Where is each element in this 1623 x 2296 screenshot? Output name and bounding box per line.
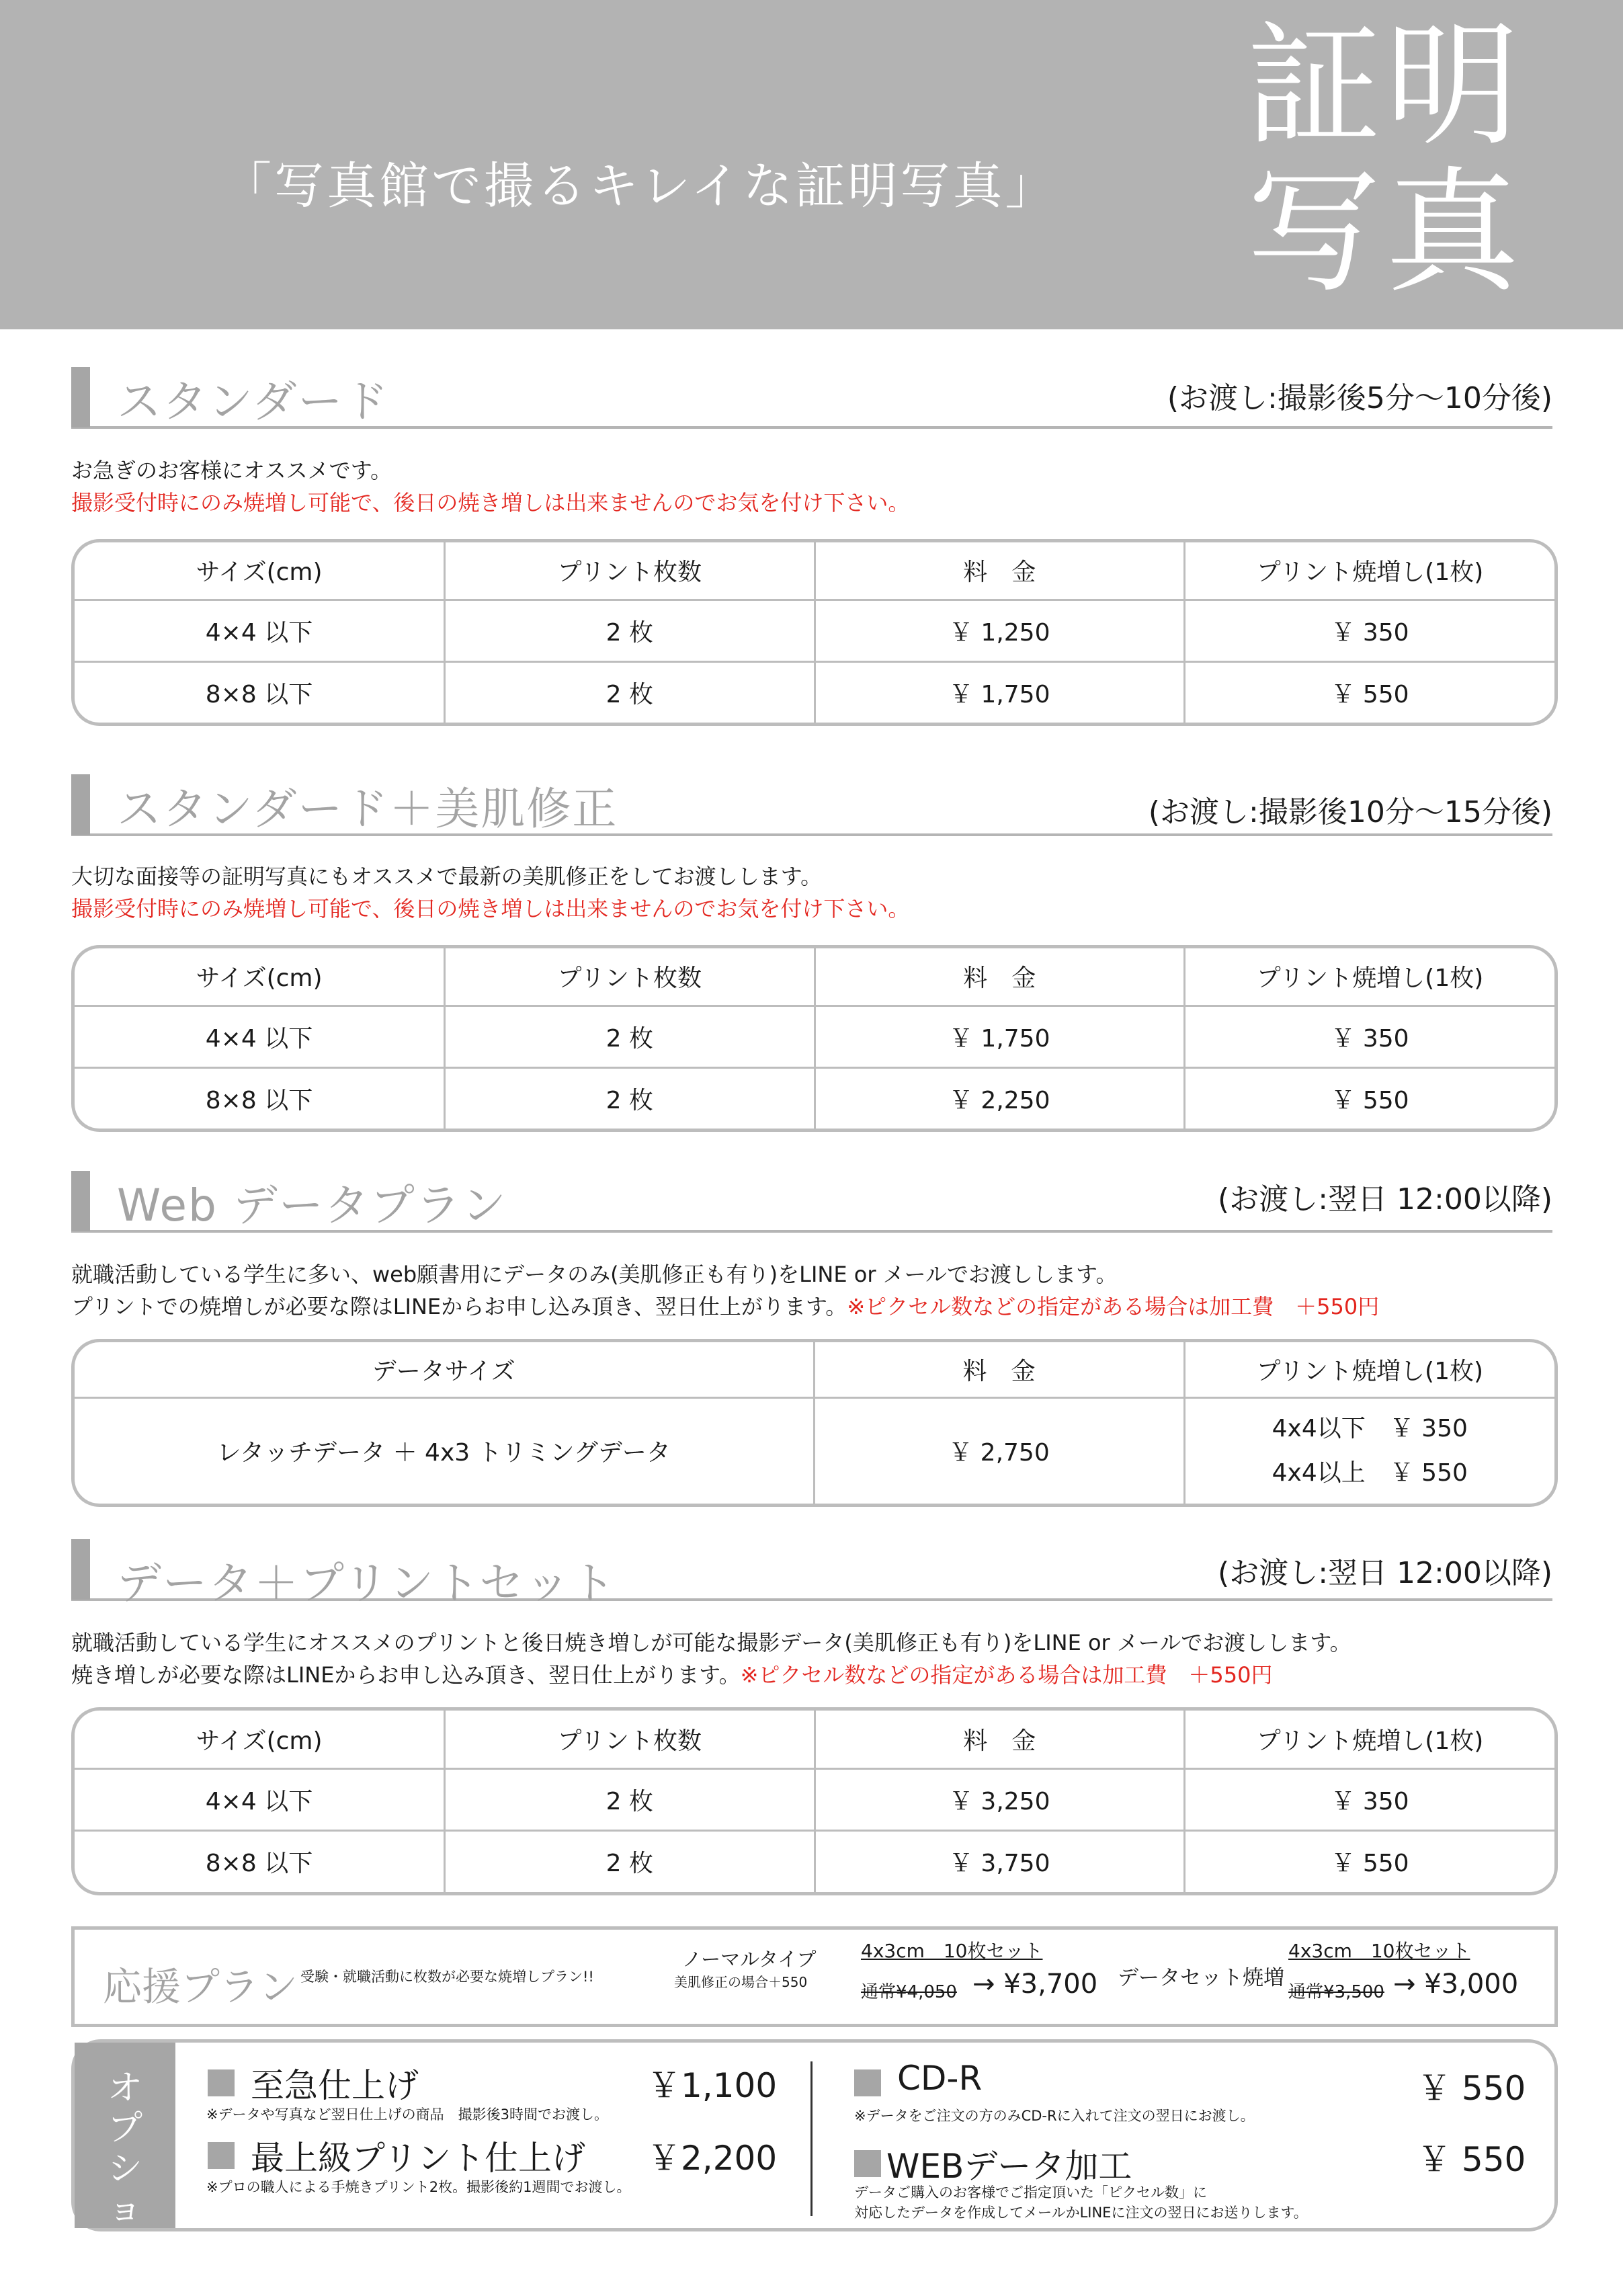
description-text: プリントでの焼増しが必要な際はLINEからお申し込み頂き、翌日仕上がります。 xyxy=(71,1294,847,1319)
set2-regular-price: 通常¥3,500 xyxy=(1288,1982,1384,2002)
header-tagline: 「写真館で撮るキレイな証明写真」 xyxy=(222,157,1058,215)
delivery-time: (お渡し:翌日 12:00以降) xyxy=(1218,1182,1552,1217)
description-line: 就職活動している学生に多い、web願書用にデータのみ(美肌修正も有り)をLINE or メールでお渡しします。 xyxy=(71,1262,1118,1287)
options-label-char: ョ xyxy=(107,2189,142,2229)
column-header: プリント焼増し(1枚) xyxy=(1185,542,1555,600)
table-row xyxy=(75,600,1554,661)
table-cell-extra: ￥ 550 xyxy=(1331,680,1409,708)
delivery-time: (お渡し:撮影後5分〜10分後) xyxy=(1167,381,1552,415)
set1-label: 4x3cm 10枚セット xyxy=(861,1940,1043,1962)
section-description xyxy=(71,454,909,519)
warning-text: ※ピクセル数などの指定がある場合は加工費 ＋550円 xyxy=(847,1294,1380,1319)
section-description xyxy=(71,1627,1351,1691)
table-cell-extra: ￥ 550 xyxy=(1331,1850,1409,1878)
table-cell-price: ￥ 3,750 xyxy=(815,1830,1185,1892)
option-name: CD-R xyxy=(897,2059,983,2098)
options-box xyxy=(71,2039,1558,2270)
option-note: ※データをご注文の方のみCD-Rに入れて注文の翌日にお渡し。 xyxy=(854,2108,1255,2124)
section-title: Web データプラン xyxy=(117,1180,507,1231)
column-header: 料 金 xyxy=(815,948,1185,1006)
table-cell-price: ￥ 1,250 xyxy=(815,600,1185,661)
table-row xyxy=(75,1006,1554,1067)
table-row xyxy=(75,1768,1554,1830)
column-header: プリント焼増し(1枚) xyxy=(1184,1342,1554,1397)
option-note: データご購入のお客様でご指定頂いた「ピクセル数」に xyxy=(854,2184,1207,2201)
option-name: 至急仕上げ xyxy=(251,2066,419,2105)
price-table-standard-beauty xyxy=(71,945,1558,1132)
set1-price: → ¥3,700 xyxy=(972,1969,1098,2000)
support-plan-title: 応援プラン xyxy=(103,1964,298,2010)
section-title: スタンダード xyxy=(117,376,390,427)
option-square-icon xyxy=(854,2150,881,2177)
column-header: プリント枚数 xyxy=(445,542,815,600)
description-line: お急ぎのお客様にオススメです。 xyxy=(71,458,392,483)
option-price: ￥ 550 xyxy=(1417,2140,1526,2179)
table-cell-extra xyxy=(1184,1397,1554,1504)
option-price: ￥2,200 xyxy=(647,2139,778,2178)
page-title-line1: 証明 xyxy=(1247,8,1524,165)
section-title: データ＋プリントセット xyxy=(117,1557,617,1609)
table-cell-count: 2 枚 xyxy=(445,1830,815,1892)
table-cell-count: 2 枚 xyxy=(445,1067,815,1129)
delivery-time: (お渡し:撮影後10分〜15分後) xyxy=(1148,795,1552,829)
section-marker xyxy=(71,367,90,427)
section-marker xyxy=(71,1539,90,1600)
warning-line: 撮影受付時にのみ焼増し可能で、後日の焼き増しは出来ませんのでお気を付け下さい。 xyxy=(71,490,910,516)
option-note: 対応したデータを作成してメールかLINEに注文の翌日にお送りします。 xyxy=(854,2205,1308,2221)
support-plan-subtitle: 受験・就職活動に枚数が必要な焼増しプラン!! xyxy=(300,1969,594,1985)
options-label-char: プ xyxy=(107,2108,142,2149)
option-name: WEBデータ加工 xyxy=(886,2147,1132,2186)
column-header: サイズ(cm) xyxy=(75,948,445,1006)
option-note: ※プロの職人による手焼きプリント2枚。撮影後約1週間でお渡し。 xyxy=(206,2179,631,2195)
table-cell-extra: ￥ 350 xyxy=(1185,1006,1555,1067)
section-marker xyxy=(71,774,90,835)
table-cell-size: 4×4 以下 xyxy=(75,1006,445,1067)
options-label-char: オ xyxy=(107,2068,142,2108)
option-square-icon xyxy=(208,2142,235,2169)
table-cell-size: 8×8 以下 xyxy=(75,1067,445,1129)
extra-price-large: 4x4以上 ￥ 550 xyxy=(1272,1459,1468,1487)
table-cell-price: ￥ 2,250 xyxy=(815,1067,1185,1129)
table-cell-size: 4×4 以下 xyxy=(75,1768,445,1830)
column-header: サイズ(cm) xyxy=(75,542,445,600)
section-heading-web-plan xyxy=(71,1165,1552,1233)
option-name: 最上級プリント仕上げ xyxy=(251,2139,585,2178)
price-table-web-plan xyxy=(71,1339,1558,1507)
data-set-label: データセット焼増 xyxy=(1118,1966,1284,1990)
column-header: 料 金 xyxy=(814,1342,1184,1397)
options-label-char: シ xyxy=(107,2149,142,2189)
page-title xyxy=(1247,8,1569,311)
support-plan-box xyxy=(71,1926,1558,2027)
table-row xyxy=(75,1830,1554,1892)
description-text: 焼き増しが必要な際はLINEからお申し込み頂き、翌日仕上がります。 xyxy=(71,1662,741,1688)
delivery-time: (お渡し:翌日 12:00以降) xyxy=(1218,1556,1552,1590)
set2-price: → ¥3,000 xyxy=(1393,1969,1519,2000)
table-cell-size: 8×8 以下 xyxy=(75,661,445,723)
option-square-icon xyxy=(854,2069,881,2096)
table-cell-extra: ￥ 550 xyxy=(1331,1086,1409,1114)
table-header-row xyxy=(75,1711,1554,1768)
table-cell-count: 2 枚 xyxy=(445,1006,815,1067)
section-heading-standard xyxy=(71,362,1552,429)
column-header: 料 金 xyxy=(815,1711,1185,1768)
normal-type-note: 美肌修正の場合＋550 xyxy=(674,1974,808,1990)
options-label-char: ン xyxy=(107,2229,142,2270)
table-header-row xyxy=(75,1342,1554,1397)
column-header: データサイズ xyxy=(75,1342,814,1397)
table-cell-extra: ￥ 350 xyxy=(1185,600,1555,661)
section-marker xyxy=(71,1171,90,1231)
description-line: 大切な面接等の証明写真にもオススメで最新の美肌修正をしてお渡しします。 xyxy=(71,864,823,889)
option-price: ￥ 550 xyxy=(1417,2069,1526,2108)
table-cell-price: ￥ 3,250 xyxy=(815,1768,1185,1830)
table-cell-price: ￥ 1,750 xyxy=(815,1006,1185,1067)
column-header: 料 金 xyxy=(815,542,1185,600)
section-heading-standard-beauty xyxy=(71,769,1552,836)
section-title: スタンダード＋美肌修正 xyxy=(117,783,618,835)
table-cell-price: ￥ 2,750 xyxy=(814,1397,1184,1504)
option-square-icon xyxy=(208,2069,235,2096)
price-table-data-print xyxy=(71,1707,1558,1895)
column-header: プリント枚数 xyxy=(445,948,815,1006)
table-cell-count: 2 枚 xyxy=(445,1768,815,1830)
warning-line: 撮影受付時にのみ焼増し可能で、後日の焼き増しは出来ませんのでお気を付け下さい。 xyxy=(71,896,910,921)
table-cell-item: レタッチデータ ＋ 4x3 トリミングデータ xyxy=(75,1397,814,1504)
table-row xyxy=(75,1067,1554,1129)
table-header-row xyxy=(75,542,1554,600)
table-cell-size: 4×4 以下 xyxy=(75,600,445,661)
column-header: プリント焼増し(1枚) xyxy=(1185,1711,1555,1768)
normal-type-label: ノーマルタイプ xyxy=(682,1948,817,1971)
description-line-2 xyxy=(71,1290,1379,1323)
page-title-line2: 写真 xyxy=(1247,155,1524,311)
description-line-2 xyxy=(71,1659,1351,1691)
table-cell-count: 2 枚 xyxy=(445,661,815,723)
set2-label: 4x3cm 10枚セット xyxy=(1288,1940,1470,1962)
table-header-row xyxy=(75,948,1554,1006)
table-row xyxy=(75,661,1554,723)
options-side-panel xyxy=(75,2043,175,2270)
price-table-standard xyxy=(71,539,1558,726)
table-cell-extra: ￥ 350 xyxy=(1185,1768,1555,1830)
column-header: プリント焼増し(1枚) xyxy=(1185,948,1555,1006)
section-description xyxy=(71,1258,1379,1323)
header-band xyxy=(0,0,1623,329)
table-row xyxy=(75,1397,1554,1504)
section-description xyxy=(71,860,909,925)
table-cell-count: 2 枚 xyxy=(445,600,815,661)
column-header: プリント枚数 xyxy=(445,1711,815,1768)
extra-price-small: 4x4以下 ￥ 350 xyxy=(1272,1414,1468,1442)
set1-regular-price: 通常¥4,050 xyxy=(861,1982,957,2002)
column-header: サイズ(cm) xyxy=(75,1711,445,1768)
options-divider xyxy=(810,2061,813,2216)
section-heading-data-print xyxy=(71,1534,1552,1609)
table-cell-size: 8×8 以下 xyxy=(75,1830,445,1892)
description-line: 就職活動している学生にオススメのプリントと後日焼き増しが可能な撮影データ(美肌修正も有り)をLINE or メールでお渡しします。 xyxy=(71,1630,1351,1655)
option-price: ￥1,100 xyxy=(647,2066,778,2105)
table-cell-price: ￥ 1,750 xyxy=(815,661,1185,723)
warning-text: ※ピクセル数などの指定がある場合は加工費 ＋550円 xyxy=(740,1662,1273,1688)
option-note: ※データや写真など翌日仕上げの商品 撮影後3時間でお渡し。 xyxy=(206,2106,608,2123)
options-side-label xyxy=(103,2068,147,2270)
